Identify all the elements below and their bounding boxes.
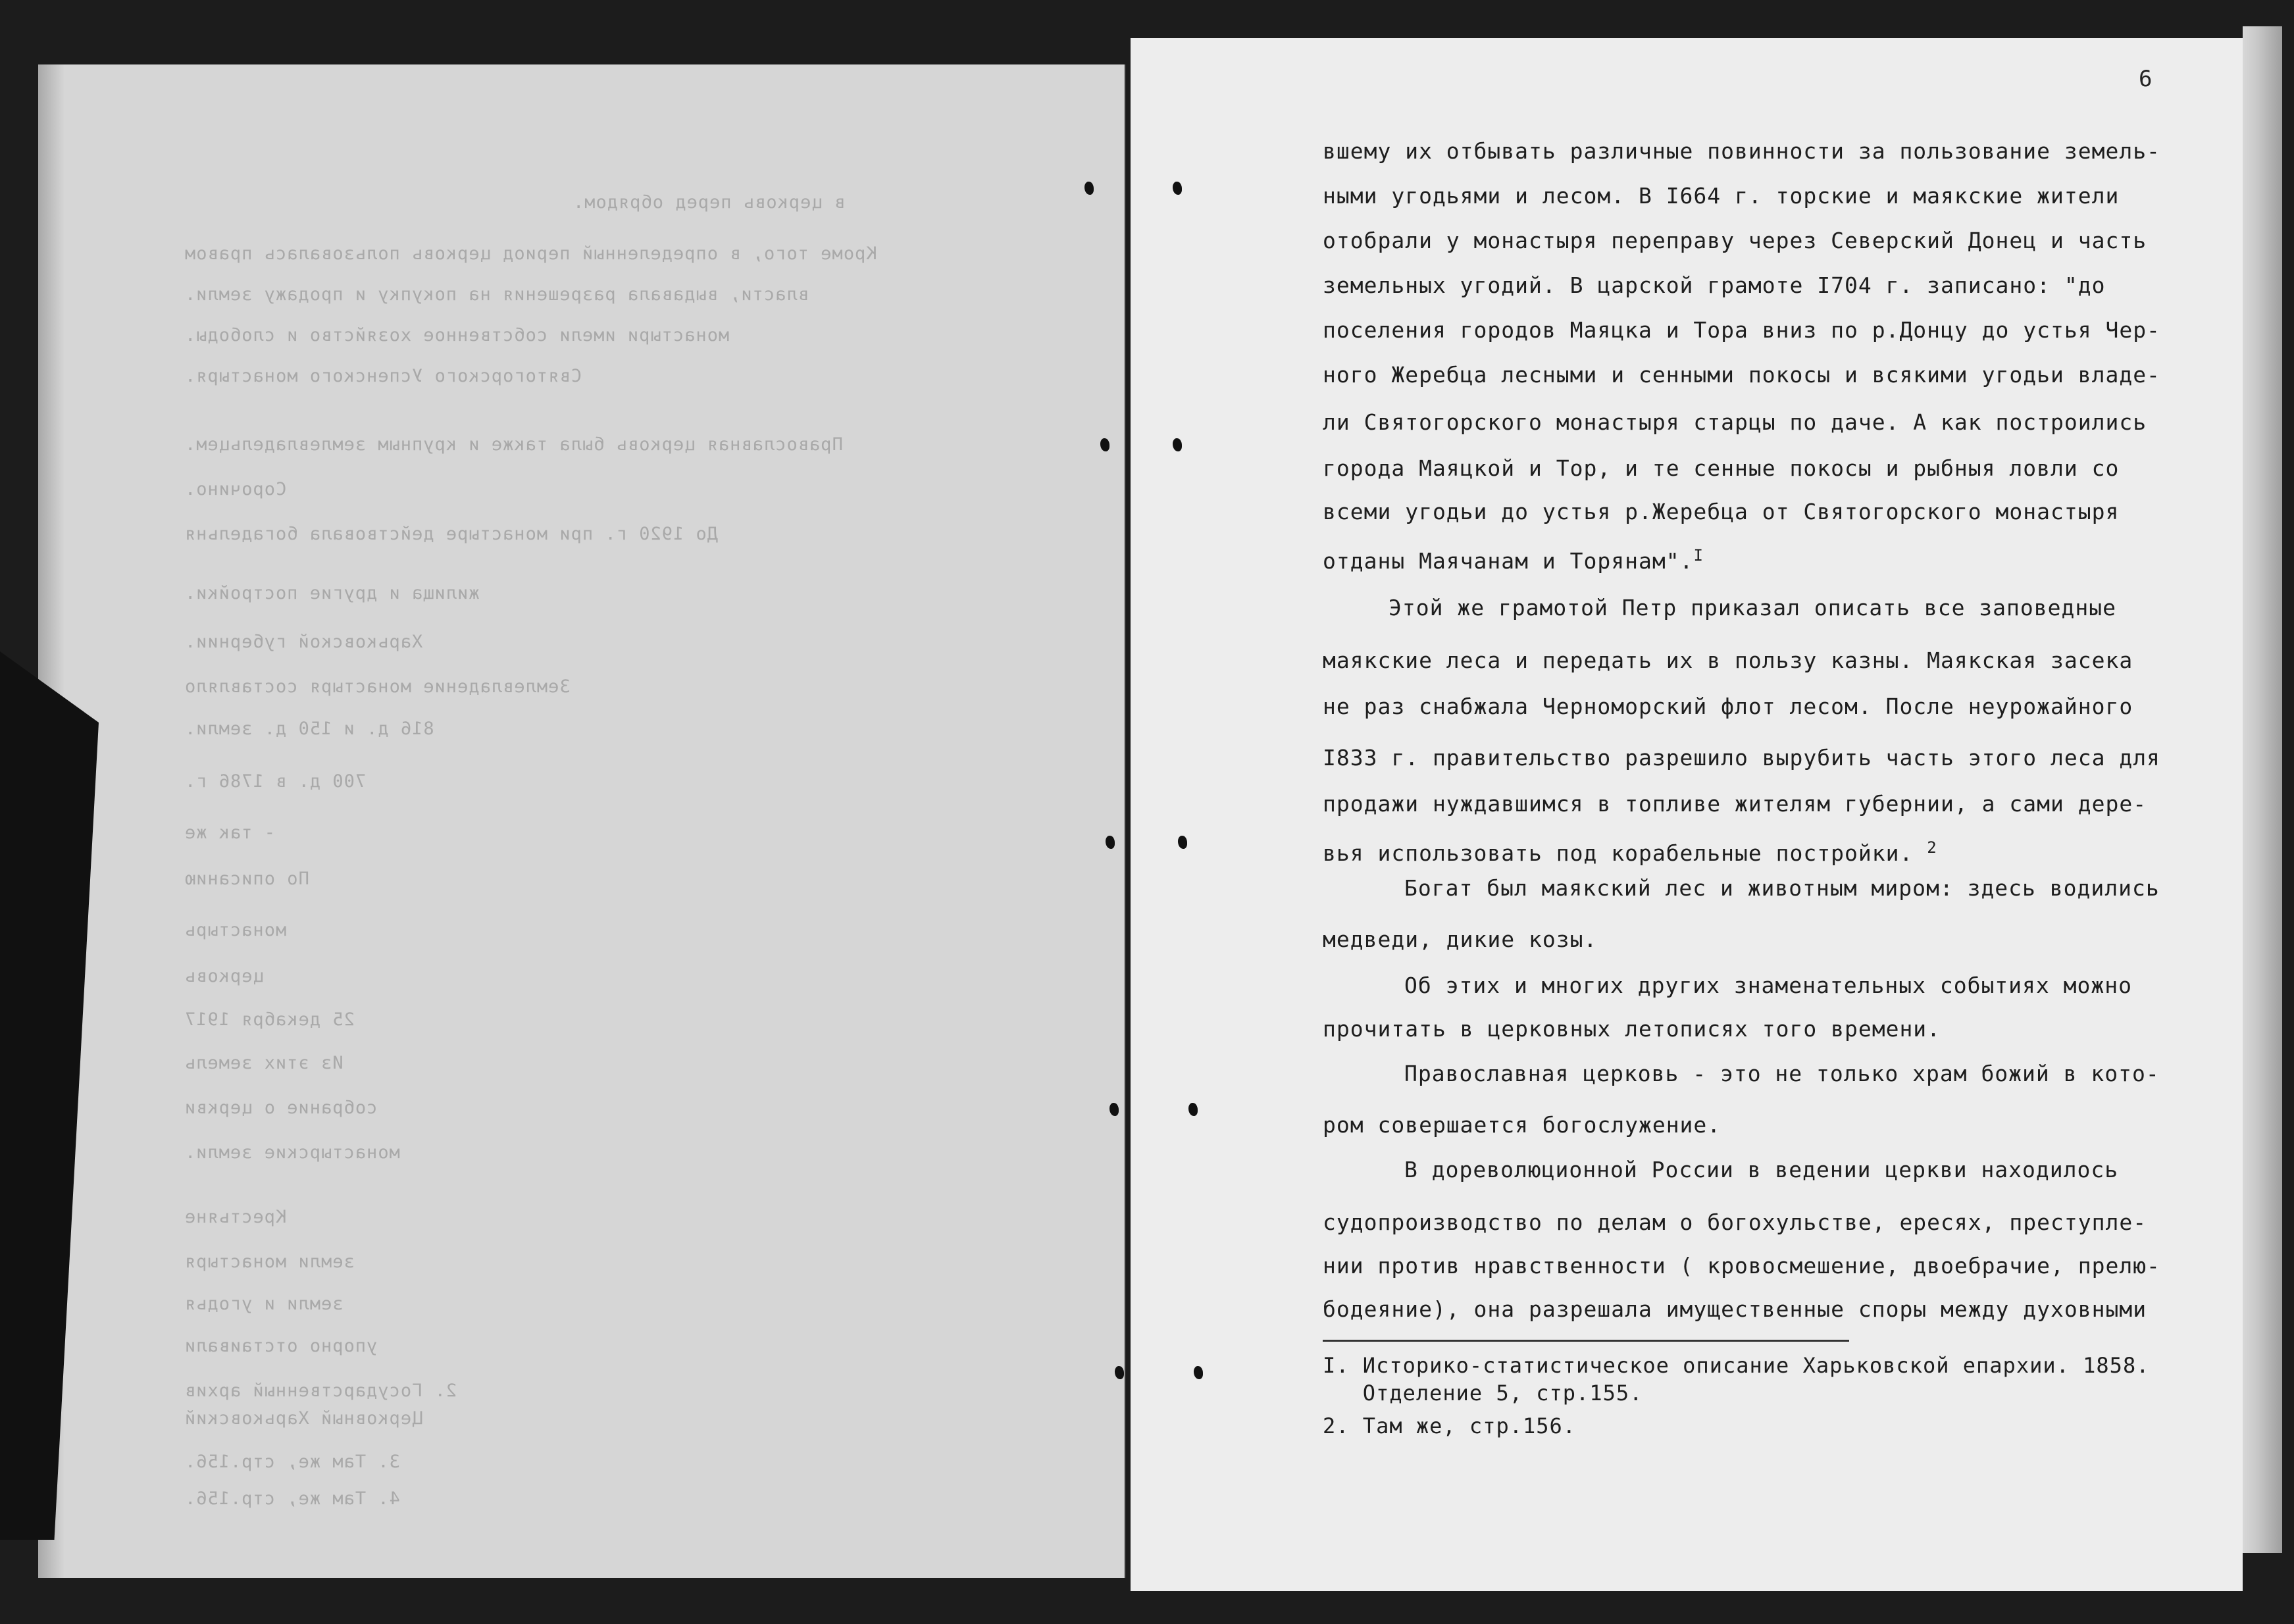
text-line: Об этих и многих других знаменательных событиях можно xyxy=(1404,973,2132,998)
page-stack-edge xyxy=(2243,26,2282,1553)
bleed-line: Церковный Харьковский xyxy=(184,1408,423,1429)
text-line-content: отданы Маячанам и Торянам". xyxy=(1323,548,1694,574)
text-line: земельных угодий. В царской грамоте I704 г. записано: "до xyxy=(1323,272,2106,298)
bleed-line: Харьковской губернии. xyxy=(184,632,423,652)
binding-hole xyxy=(1100,438,1109,451)
text-line: вшему их отбывать различные повинности за пользование земель- xyxy=(1323,138,2160,164)
binding-hole xyxy=(1178,836,1187,849)
bleed-line: упорно отстаивали xyxy=(184,1336,378,1356)
footnote-marker: I xyxy=(1693,546,1704,565)
bleed-line: 4. Там же, стр.156. xyxy=(184,1488,400,1509)
text-line: судопроизводство по делам о богохульстве, ересях, преступле- xyxy=(1323,1209,2147,1235)
text-line: Этой же грамотой Петр приказал описать все заповедные xyxy=(1389,595,2116,621)
bleed-line: земли монастыря xyxy=(184,1252,355,1272)
bleed-line: Кроме того, в определенный период церковь пользовалась правом xyxy=(184,243,877,264)
bleed-line: собрание о церкви xyxy=(184,1098,378,1118)
text-line: города Маяцкой и Тор, и те сенные покосы и рыбныя ловли со xyxy=(1323,455,2120,481)
text-line xyxy=(1323,836,1937,865)
binding-hole xyxy=(1194,1366,1203,1379)
binding-hole xyxy=(1115,1366,1124,1379)
text-line xyxy=(1323,544,1704,573)
text-line: медведи, дикие козы. xyxy=(1323,926,1598,952)
bleed-line: До 1920 г. при монастыре действовала богадельня xyxy=(184,524,719,544)
bleed-line: монастырь xyxy=(184,920,287,940)
bleed-line: Православная церковь была также и крупным землевладельцем. xyxy=(184,434,843,455)
binding-hole xyxy=(1173,438,1182,451)
bleed-line: - так же xyxy=(184,823,276,843)
bleed-line: монастыри имели собственное хозяйство и слободы. xyxy=(184,325,730,345)
footnote: Отделение 5, стр.155. xyxy=(1323,1381,1643,1406)
text-line: Богат был маякский лес и животным миром: здесь водились xyxy=(1404,875,2160,901)
bleed-line: в церковь перед обрядом. xyxy=(573,192,846,213)
text-line: В дореволюционной России в ведении церкви находилось xyxy=(1404,1157,2119,1182)
text-line-content: вья использовать под корабельные постройки. xyxy=(1323,840,1914,866)
bleed-line: Землевладение монастыря составляло xyxy=(184,676,571,697)
bleed-line: 700 д. в 1786 г. xyxy=(184,771,367,792)
bleed-line: Из этих земель xyxy=(184,1053,344,1073)
text-line: Православная церковь - это не только храм божий в кото- xyxy=(1404,1061,2160,1086)
footnote: 2. Там же, стр.156. xyxy=(1323,1413,1577,1438)
bleed-line: 2. Государственный архив xyxy=(184,1381,457,1401)
bleed-line: Сорочино. xyxy=(184,479,287,499)
binding-hole xyxy=(1188,1103,1198,1116)
text-line: ного Жеребца лесными и сенными покосы и всякими угодьи владе- xyxy=(1323,362,2160,388)
text-line: нии против нравственности ( кровосмешение, двоебрачие, прелю- xyxy=(1323,1253,2160,1279)
binding-hole xyxy=(1084,182,1094,195)
text-line: всеми угодьи до устья р.Жеребца от Святогорского монастыря xyxy=(1323,499,2120,524)
binding-hole xyxy=(1106,836,1115,849)
bleed-line: церковь xyxy=(184,966,264,986)
footnote-marker: 2 xyxy=(1927,838,1937,857)
text-line: маякские леса и передать их в пользу казны. Маякская засека xyxy=(1323,647,2133,673)
binding-hole xyxy=(1173,182,1182,195)
bleed-line: власти, выдавала разрешения на покупку и продажу земли. xyxy=(184,284,809,305)
text-line: бодеяние), она разрешала имущественные споры между духовными xyxy=(1323,1296,2147,1322)
page-number: 6 xyxy=(2139,66,2153,92)
bleed-line: жилища и другие постройки. xyxy=(184,583,480,603)
text-line: ными угодьями и лесом. В I664 г. торские и маякские жители xyxy=(1323,183,2120,209)
text-line: продажи нуждавшимся в топливе жителям губернии, а сами дере- xyxy=(1323,791,2147,817)
bleed-line: 816 д. и 150 д. земли. xyxy=(184,719,434,739)
bleed-line: 25 декабря 1917 xyxy=(184,1009,355,1030)
text-line: I833 г. правительство разрешило вырубить часть этого леса для xyxy=(1323,745,2160,771)
bleed-line: Крестьяне xyxy=(184,1207,287,1227)
bleed-line: Святогорского Успенского монастыря. xyxy=(184,366,582,386)
footnote: I. Историко-статистическое описание Харьковской епархии. 1858. xyxy=(1323,1353,2150,1378)
bleed-line: земли и угодья xyxy=(184,1294,344,1314)
text-line: ром совершается богослужение. xyxy=(1323,1112,1721,1138)
text-line: поселения городов Маяцка и Тора вниз по р.Донцу до устья Чер- xyxy=(1323,317,2160,343)
binding-hole xyxy=(1109,1103,1119,1116)
text-line: ли Святогорского монастыря старцы по даче. А как построились xyxy=(1323,409,2147,435)
text-line: отобрали у монастыря переправу через Северский Донец и часть xyxy=(1323,228,2147,253)
bleed-line: монастырские земли. xyxy=(184,1142,400,1163)
text-line: не раз снабжала Черноморский флот лесом. После неурожайного xyxy=(1323,694,2133,719)
footnote-divider xyxy=(1323,1340,1849,1342)
bleed-line: По описанию xyxy=(184,869,309,889)
text-line: прочитать в церковных летописях того времени. xyxy=(1323,1016,1941,1042)
bleed-line: 3. Там же, стр.156. xyxy=(184,1452,400,1472)
